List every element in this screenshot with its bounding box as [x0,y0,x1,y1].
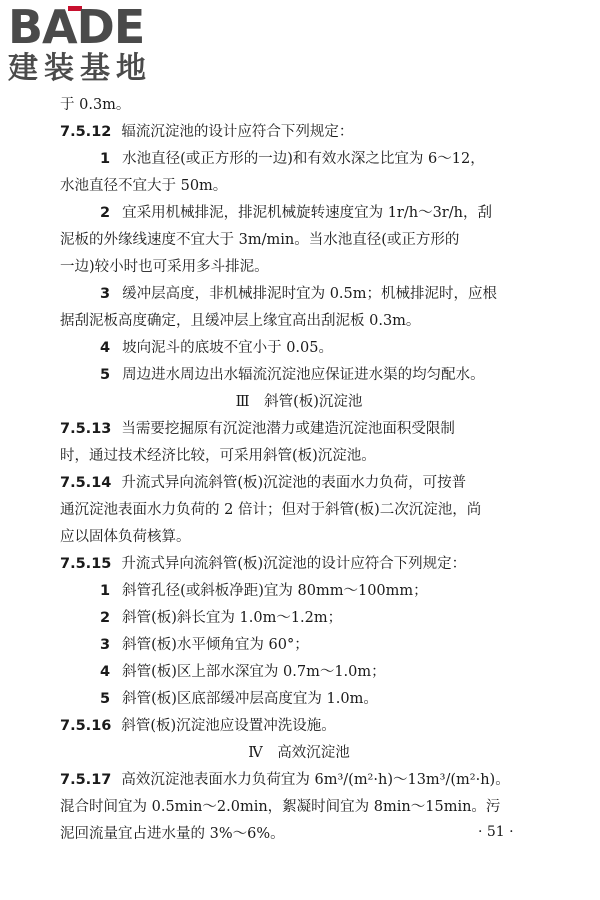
list-item [60,200,538,227]
item-number: 5 [100,367,111,383]
clause-line [60,713,538,740]
text-line: 泥板的外缘线速度不宜大于 3m/min。当水池直径(或正方形的 [60,232,460,248]
text-line: 通沉淀池表面水力负荷的 2 倍计；但对于斜管(板)二次沉淀池，尚 [60,502,482,518]
clause-line [60,767,538,794]
item-number: 1 [100,151,111,167]
list-item [60,686,538,713]
text-line: 应以固体负荷核算。 [60,529,191,545]
item-number: 5 [100,691,111,707]
clause-text: 升流式异向流斜管(板)沉淀池的表面水力负荷，可按普 [121,475,467,491]
clause-line [60,470,538,497]
item-text: 缓冲层高度，非机械排泥时宜为 0.5m；机械排泥时，应根 [122,286,498,302]
list-item [60,146,538,173]
list-item [60,632,538,659]
bade-logo [8,0,178,88]
item-number: 3 [100,637,111,653]
item-number: 1 [100,583,111,599]
item-text: 水池直径(或正方形的一边)和有效水深之比宜为 6～12， [122,151,485,167]
document-body [60,92,538,848]
list-item [60,578,538,605]
section-heading: Ⅳ 高效沉淀池 [248,745,350,761]
item-text: 宜采用机械排泥，排泥机械旋转速度宜为 1r/h～3r/h，刮 [122,205,492,221]
item-text: 坡向泥斗的底坡不宜小于 0.05。 [122,340,333,356]
item-number: 2 [100,610,111,626]
clause-text: 高效沉淀池表面水力负荷宜为 6m³/(m²·h)～13m³/(m²·h)。 [121,772,510,788]
clause-text: 当需要挖掘原有沉淀池潜力或建造沉淀池面积受限制 [121,421,455,437]
clause-number: 7.5.17 [60,772,112,788]
item-text: 斜管(板)区上部水深宜为 0.7m～1.0m； [122,664,386,680]
text-line: 混合时间宜为 0.5min～2.0min，絮凝时间宜为 8min～15min。污 [60,799,501,815]
clause-line [60,119,538,146]
logo-word: BADE [8,0,145,54]
clause-number: 7.5.16 [60,718,112,734]
clause-line [60,551,538,578]
item-number: 2 [100,205,111,221]
page-number: · 51 · [478,824,514,840]
text-line: 于 0.3m。 [60,97,131,113]
clause-number: 7.5.13 [60,421,112,437]
item-number: 3 [100,286,111,302]
text-line: 时，通过技术经济比较，可采用斜管(板)沉淀池。 [60,448,376,464]
logo-subtitle: 建装基地 [8,51,152,86]
clause-number: 7.5.15 [60,556,112,572]
item-text: 周边进水周边出水辐流沉淀池应保证进水渠的均匀配水。 [122,367,485,383]
list-item [60,335,538,362]
item-text: 斜管(板)区底部缓冲层高度宜为 1.0m。 [122,691,378,707]
clause-line [60,416,538,443]
section-heading: Ⅲ 斜管(板)沉淀池 [235,394,363,410]
clause-number: 7.5.14 [60,475,112,491]
list-item [60,605,538,632]
text-line: 泥回流量宜占进水量的 3%～6%。 [60,826,285,842]
clause-number: 7.5.12 [60,124,112,140]
list-item [60,362,538,389]
item-text: 斜管孔径(或斜板净距)宜为 80mm～100mm； [122,583,428,599]
clause-text: 辐流沉淀池的设计应符合下列规定： [121,124,354,140]
list-item [60,659,538,686]
text-line: 据刮泥板高度确定，且缓冲层上缘宜高出刮泥板 0.3m。 [60,313,421,329]
item-text: 斜管(板)斜长宜为 1.0m～1.2m； [122,610,343,626]
clause-text: 斜管(板)沉淀池应设置冲洗设施。 [121,718,336,734]
text-line: 水池直径不宜大于 50m。 [60,178,228,194]
item-number: 4 [100,340,111,356]
clause-text: 升流式异向流斜管(板)沉淀池的设计应符合下列规定： [121,556,467,572]
list-item [60,281,538,308]
text-line: 一边)较小时也可采用多斗排泥。 [60,259,269,275]
item-text: 斜管(板)水平倾角宜为 60°； [122,637,309,653]
item-number: 4 [100,664,111,680]
